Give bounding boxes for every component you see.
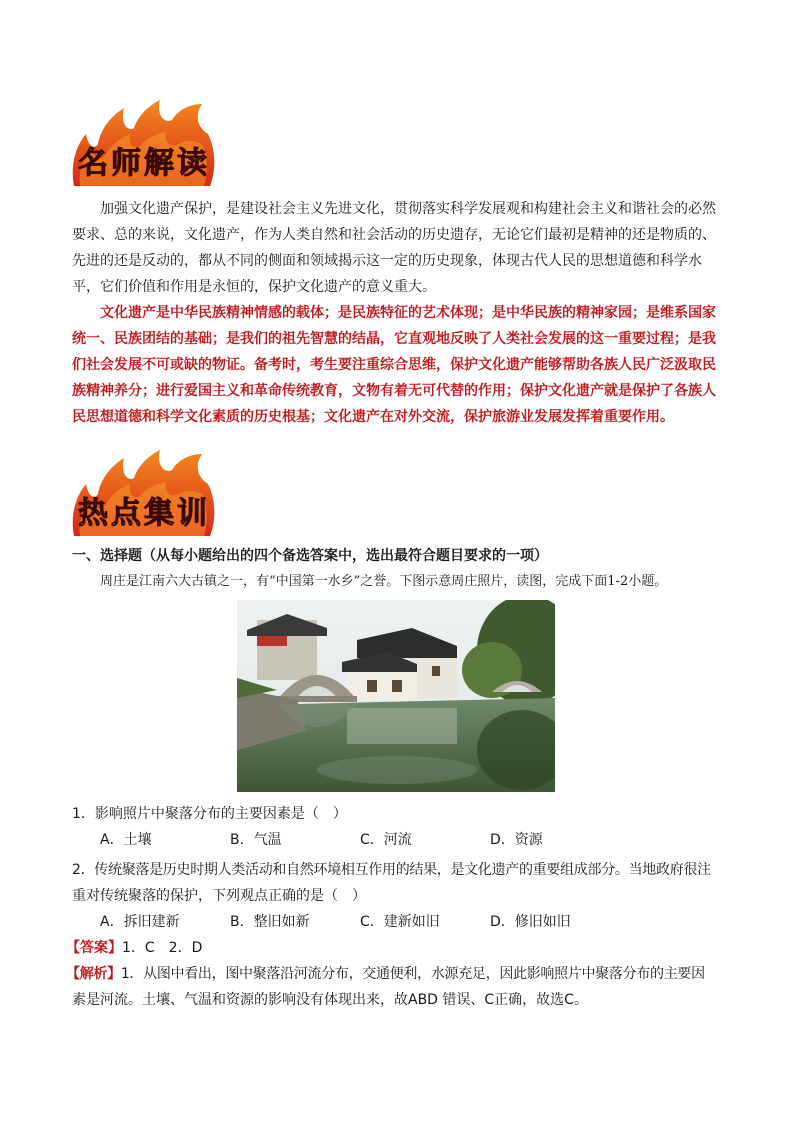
badge-label: 热点集训	[78, 496, 210, 531]
question-2-stem-line2: 重对传统聚落的保护，下列观点正确的是（ ）	[72, 888, 366, 904]
q2-option-b[interactable]: B．整旧如新	[230, 914, 310, 930]
analysis-label: 【解析】	[66, 966, 121, 982]
answer-line	[66, 935, 726, 961]
question-2-stem-line1: 2．传统聚落是历史时期人类活动和自然环境相互作用的结果，是文化遗产的重要组成部分。当地政府很注	[72, 862, 711, 878]
q1-option-c[interactable]: C．河流	[360, 832, 412, 848]
q2-option-c[interactable]: C．建新如旧	[360, 914, 440, 930]
question-1-stem: 1．影响照片中聚落分布的主要因素是（ ）	[72, 806, 347, 822]
intro-paragraph: 加强文化遗产保护，是建设社会主义先进文化，贯彻落实科学发展观和构建社会主义和谐社会的必然要求、总的来说，文化遗产，作为人类自然和社会活动的历史遗存，无论它们最初是精神的还是物质的、先进的还是反动的，都从不同的侧面和领域揭示这一定的历史现象，体现古代人民的思想道德和科学水平，它们价值和作用是永恒的，保护文化遗产的意义重大。	[72, 201, 716, 295]
analysis-line1	[66, 961, 726, 987]
analysis-line2: 素是河流。土壤、气温和资源的影响没有体现出来，故ABD 错误、C正确，故选C。	[72, 992, 588, 1008]
question-1-options	[100, 827, 660, 853]
zhouzhuang-photo	[237, 600, 555, 792]
q1-option-d[interactable]: D．资源	[490, 832, 543, 848]
question-heading: 一、选择题（从每小题给出的四个备选答案中，选出最符合题目要求的一项）	[72, 548, 548, 564]
question-2-options	[100, 909, 660, 935]
section-badge-teacher-reading	[68, 94, 218, 194]
q1-option-a[interactable]: A．土壤	[100, 832, 152, 848]
answer-text: 1．C 2．D	[122, 940, 203, 956]
analysis-text-line1: 1．从图中看出，图中聚落沿河流分布，交通便利，水源充足，因此影响照片中聚落分布的主要因	[120, 966, 705, 982]
section-badge-hot-training	[68, 444, 218, 544]
q2-option-a[interactable]: A．拆旧建新	[100, 914, 180, 930]
answer-label: 【答案】	[66, 940, 122, 956]
q1-option-b[interactable]: B．气温	[230, 832, 282, 848]
badge-label: 名师解读	[78, 146, 210, 181]
q2-option-d[interactable]: D．修旧如旧	[490, 914, 571, 930]
key-points-paragraph: 文化遗产是中华民族精神情感的载体；是民族特征的艺术体现；是中华民族的精神家园；是维系国家统一、民族团结的基础；是我们的祖先智慧的结晶，它直观地反映了人类社会发展的这一重要过程；是我们社会发展不可或缺的物证。备考时，考生要注重综合思维，保护文化遗产能够帮助各族人民广泛汲取民族精神养分；进行爱国主义和革命传统教育，文物有着无可代替的作用；保护文化遗产就是保护了各族人民思想道德和科学文化素质的历史根基；文化遗产在对外交流，保护旅游业发展发挥着重要作用。	[72, 305, 716, 425]
question-intro: 周庄是江南六大古镇之一，有“中国第一水乡”之誉。下图示意周庄照片，读图，完成下面1-2小题。	[100, 574, 668, 589]
